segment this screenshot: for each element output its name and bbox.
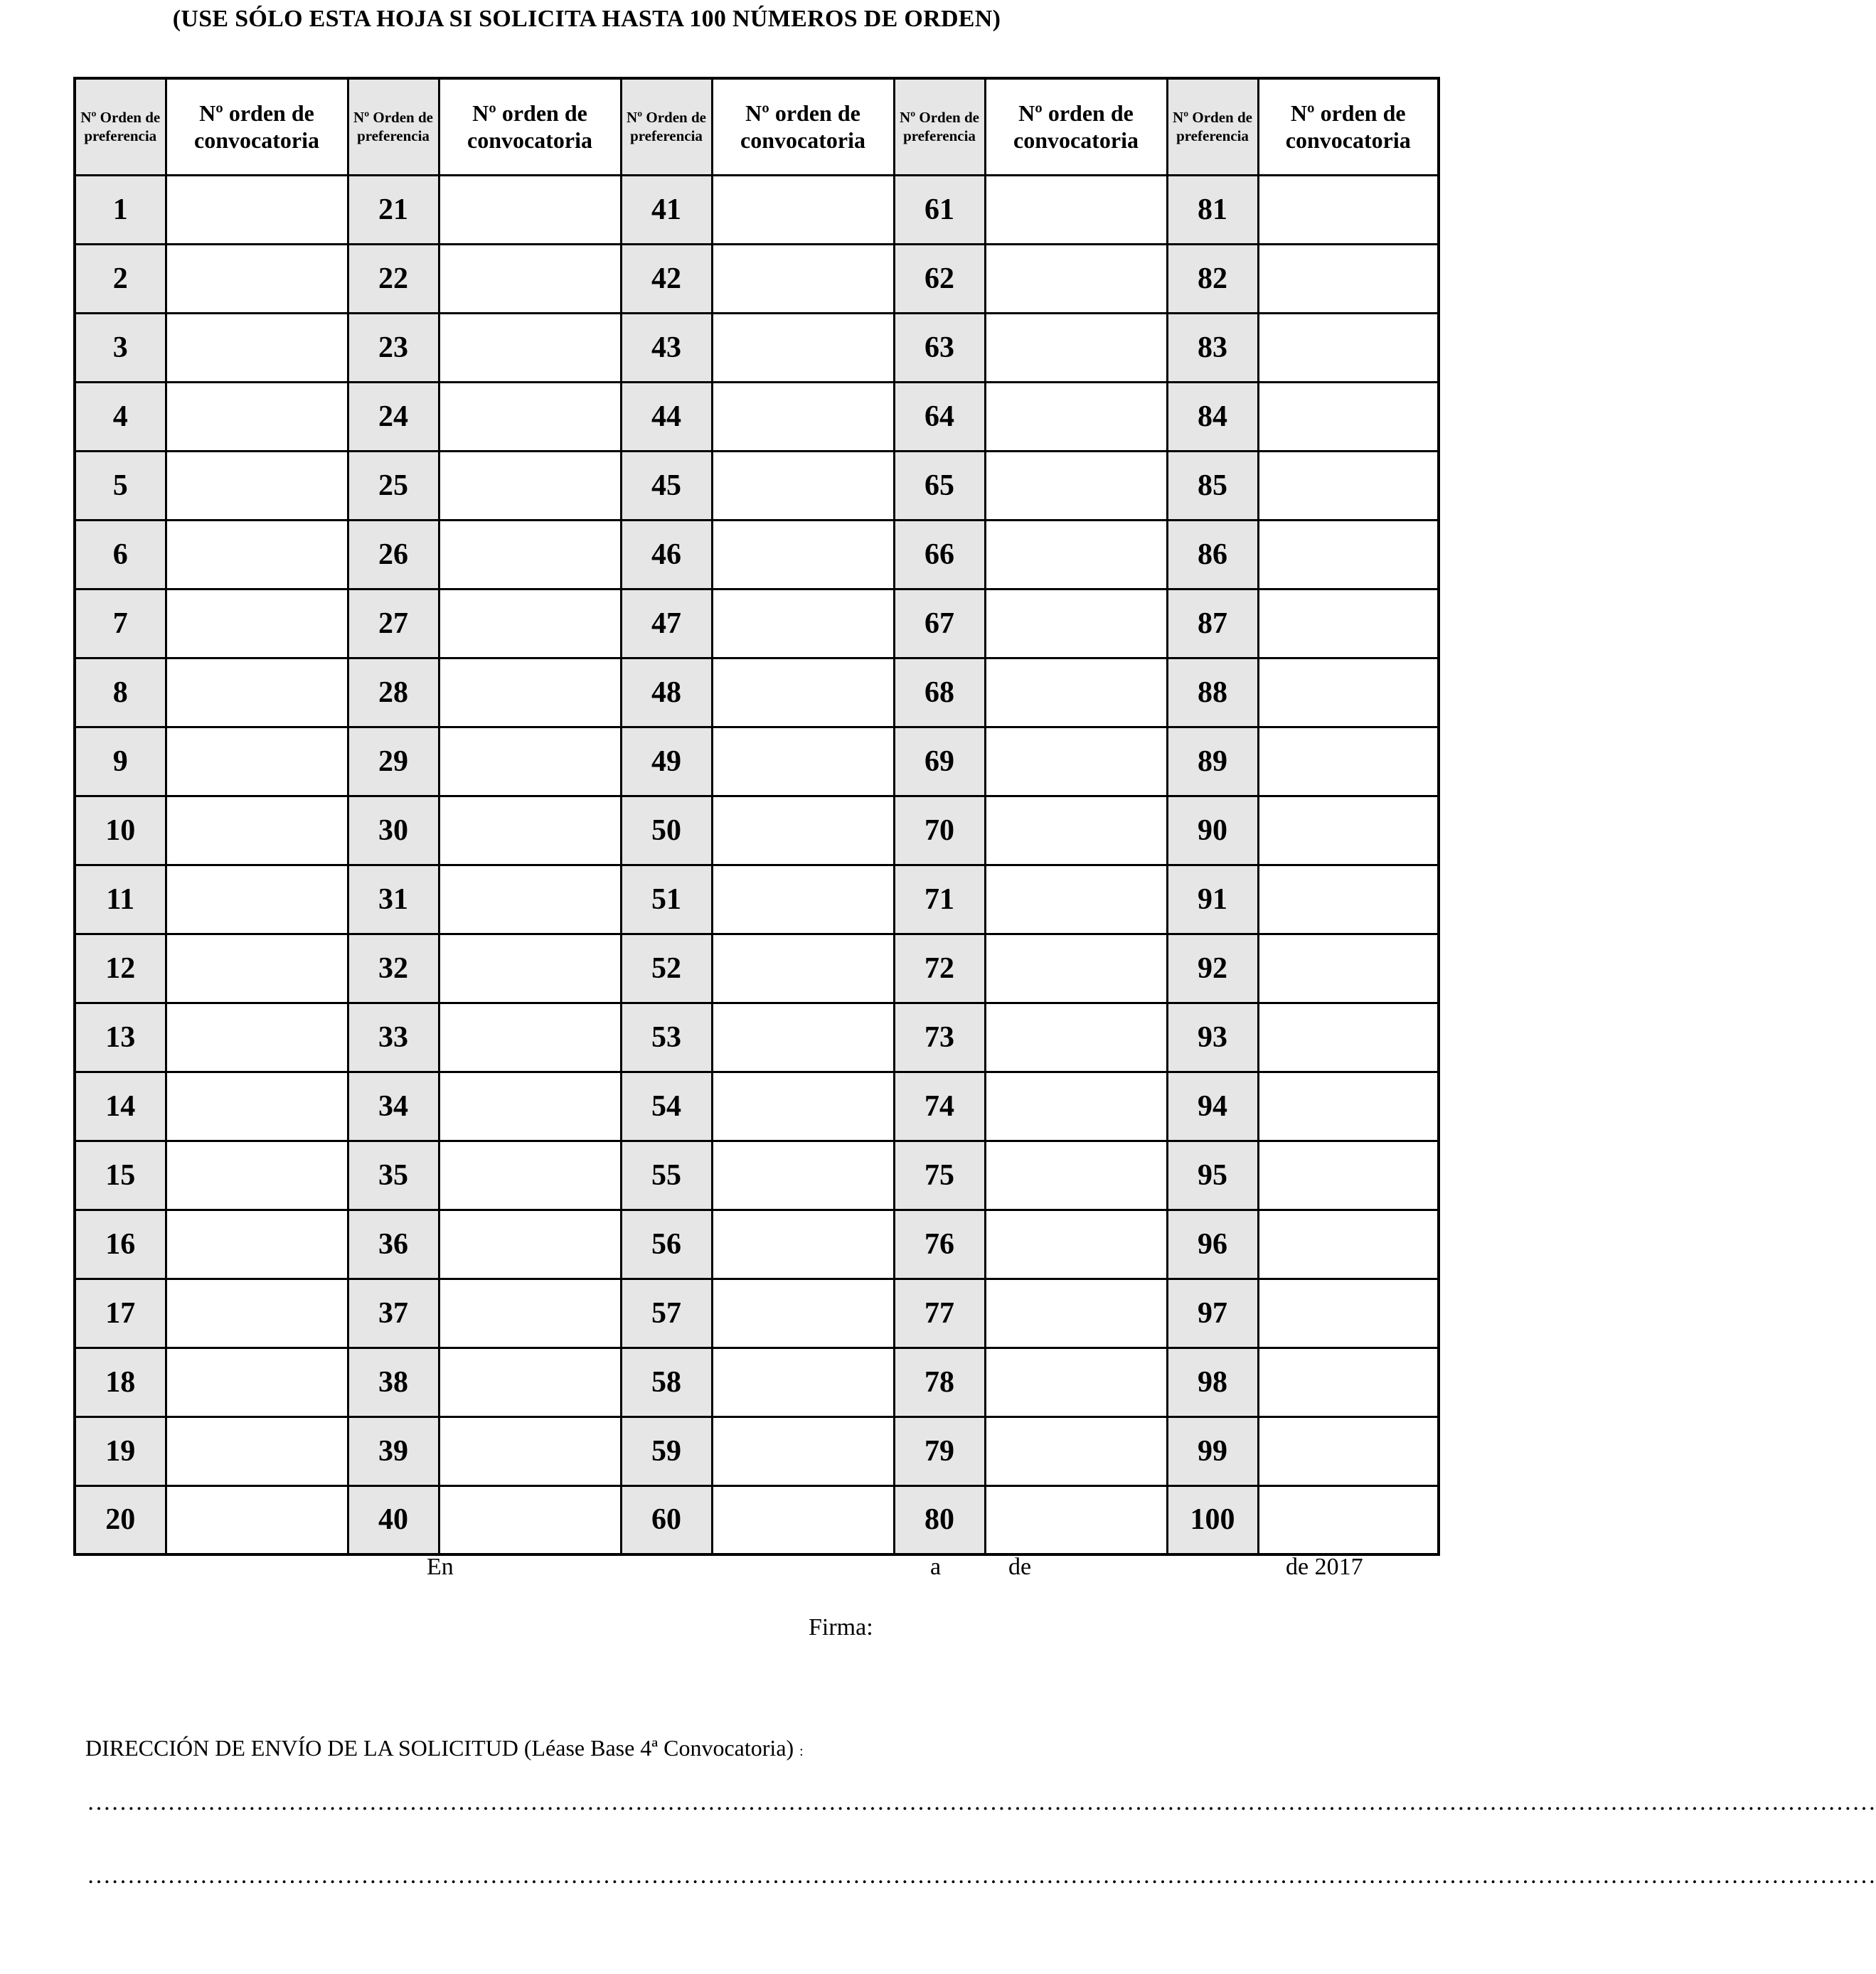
table-row (75, 796, 1439, 865)
convocatoria-entry-cell[interactable] (439, 175, 621, 244)
preference-number: 90 (1167, 796, 1258, 865)
preference-number: 15 (75, 1141, 166, 1210)
convocatoria-entry-cell[interactable] (166, 1348, 348, 1417)
preference-number: 8 (75, 658, 166, 727)
preference-number: 48 (621, 658, 712, 727)
preference-number: 1 (75, 175, 166, 244)
preference-number: 36 (348, 1210, 439, 1279)
preference-number: 91 (1167, 865, 1258, 934)
preference-number: 72 (894, 934, 985, 1003)
address-label-colon: : (799, 1744, 804, 1759)
preference-number: 30 (348, 796, 439, 865)
table-header-row (75, 78, 1439, 175)
preference-number: 9 (75, 727, 166, 796)
preference-number: 55 (621, 1141, 712, 1210)
preference-number: 85 (1167, 451, 1258, 520)
preference-number: 50 (621, 796, 712, 865)
preference-number: 28 (348, 658, 439, 727)
preference-number: 70 (894, 796, 985, 865)
convocatoria-entry-cell[interactable] (1258, 382, 1439, 451)
preference-number: 19 (75, 1417, 166, 1485)
convocatoria-entry-cell[interactable] (712, 382, 894, 451)
convocatoria-entry-cell[interactable] (712, 520, 894, 589)
header-convocatoria: Nº orden de convocatoria (1258, 78, 1439, 175)
table-row (75, 1417, 1439, 1485)
address-line-1[interactable]: …………………………………………………………………………………………………………………………………………………………………………………………………… (87, 1789, 1876, 1815)
preference-number: 31 (348, 865, 439, 934)
convocatoria-entry-cell[interactable] (985, 520, 1167, 589)
year-label: de 2017 (1286, 1554, 1363, 1580)
preference-number: 71 (894, 865, 985, 934)
table-row (75, 1003, 1439, 1072)
preference-number: 53 (621, 1003, 712, 1072)
convocatoria-entry-cell[interactable] (439, 1417, 621, 1485)
convocatoria-entry-cell[interactable] (439, 727, 621, 796)
header-convocatoria: Nº orden de convocatoria (712, 78, 894, 175)
preference-number: 88 (1167, 658, 1258, 727)
preference-number: 38 (348, 1348, 439, 1417)
preference-number: 100 (1167, 1485, 1258, 1554)
table-row (75, 589, 1439, 658)
preference-number: 57 (621, 1279, 712, 1348)
preference-number: 21 (348, 175, 439, 244)
preference-number: 87 (1167, 589, 1258, 658)
preference-number: 58 (621, 1348, 712, 1417)
convocatoria-entry-cell[interactable] (712, 1141, 894, 1210)
header-preference: Nº Orden de preferencia (894, 78, 985, 175)
header-convocatoria: Nº orden de convocatoria (439, 78, 621, 175)
convocatoria-entry-cell[interactable] (1258, 658, 1439, 727)
preference-number: 14 (75, 1072, 166, 1141)
convocatoria-entry-cell[interactable] (166, 1485, 348, 1554)
table-row (75, 244, 1439, 313)
preference-number: 95 (1167, 1141, 1258, 1210)
header-convocatoria: Nº orden de convocatoria (166, 78, 348, 175)
preference-number: 17 (75, 1279, 166, 1348)
convocatoria-entry-cell[interactable] (439, 1485, 621, 1554)
convocatoria-entry-cell[interactable] (1258, 934, 1439, 1003)
convocatoria-entry-cell[interactable] (1258, 589, 1439, 658)
convocatoria-entry-cell[interactable] (166, 934, 348, 1003)
convocatoria-entry-cell[interactable] (439, 658, 621, 727)
convocatoria-entry-cell[interactable] (439, 589, 621, 658)
place-label: En (427, 1554, 454, 1580)
convocatoria-entry-cell[interactable] (1258, 313, 1439, 382)
header-preference: Nº Orden de preferencia (1167, 78, 1258, 175)
convocatoria-entry-cell[interactable] (1258, 1417, 1439, 1485)
preference-number: 76 (894, 1210, 985, 1279)
table-row (75, 1485, 1439, 1554)
preference-number: 5 (75, 451, 166, 520)
preference-number: 64 (894, 382, 985, 451)
convocatoria-entry-cell[interactable] (439, 313, 621, 382)
convocatoria-entry-cell[interactable] (166, 175, 348, 244)
preference-number: 45 (621, 451, 712, 520)
table-row (75, 1279, 1439, 1348)
preference-number: 11 (75, 865, 166, 934)
table-row (75, 175, 1439, 244)
convocatoria-entry-cell[interactable] (166, 727, 348, 796)
preference-number: 29 (348, 727, 439, 796)
convocatoria-entry-cell[interactable] (1258, 520, 1439, 589)
table-row (75, 382, 1439, 451)
table-row (75, 451, 1439, 520)
convocatoria-entry-cell[interactable] (166, 1210, 348, 1279)
header-preference: Nº Orden de preferencia (75, 78, 166, 175)
preference-number: 79 (894, 1417, 985, 1485)
month-label: de (1008, 1554, 1032, 1580)
preference-number: 98 (1167, 1348, 1258, 1417)
header-preference: Nº Orden de preferencia (621, 78, 712, 175)
convocatoria-entry-cell[interactable] (712, 934, 894, 1003)
convocatoria-entry-cell[interactable] (985, 175, 1167, 244)
preference-number: 56 (621, 1210, 712, 1279)
convocatoria-entry-cell[interactable] (985, 1279, 1167, 1348)
convocatoria-entry-cell[interactable] (712, 1348, 894, 1417)
preference-number: 27 (348, 589, 439, 658)
preference-number: 54 (621, 1072, 712, 1141)
convocatoria-entry-cell[interactable] (166, 382, 348, 451)
preference-number: 94 (1167, 1072, 1258, 1141)
preference-number: 13 (75, 1003, 166, 1072)
preference-number: 78 (894, 1348, 985, 1417)
convocatoria-entry-cell[interactable] (439, 451, 621, 520)
convocatoria-entry-cell[interactable] (985, 1003, 1167, 1072)
convocatoria-entry-cell[interactable] (166, 658, 348, 727)
preference-number: 16 (75, 1210, 166, 1279)
convocatoria-entry-cell[interactable] (985, 865, 1167, 934)
preference-number: 39 (348, 1417, 439, 1485)
convocatoria-entry-cell[interactable] (166, 1141, 348, 1210)
preference-number: 34 (348, 1072, 439, 1141)
preference-number: 84 (1167, 382, 1258, 451)
convocatoria-entry-cell[interactable] (1258, 1003, 1439, 1072)
convocatoria-entry-cell[interactable] (712, 589, 894, 658)
convocatoria-entry-cell[interactable] (166, 451, 348, 520)
preference-number: 20 (75, 1485, 166, 1554)
preference-number: 96 (1167, 1210, 1258, 1279)
convocatoria-entry-cell[interactable] (439, 1210, 621, 1279)
preference-number: 12 (75, 934, 166, 1003)
table-row (75, 1141, 1439, 1210)
preference-number: 51 (621, 865, 712, 934)
preference-number: 65 (894, 451, 985, 520)
convocatoria-entry-cell[interactable] (985, 1072, 1167, 1141)
preference-number: 47 (621, 589, 712, 658)
table-row (75, 1210, 1439, 1279)
preference-number: 75 (894, 1141, 985, 1210)
preference-number: 22 (348, 244, 439, 313)
convocatoria-entry-cell[interactable] (985, 934, 1167, 1003)
table-row (75, 520, 1439, 589)
preference-number: 7 (75, 589, 166, 658)
convocatoria-entry-cell[interactable] (712, 1003, 894, 1072)
preference-number: 63 (894, 313, 985, 382)
convocatoria-entry-cell[interactable] (166, 313, 348, 382)
convocatoria-entry-cell[interactable] (1258, 1279, 1439, 1348)
preference-number: 92 (1167, 934, 1258, 1003)
convocatoria-entry-cell[interactable] (166, 1003, 348, 1072)
preference-number: 99 (1167, 1417, 1258, 1485)
table-row (75, 727, 1439, 796)
preference-number: 6 (75, 520, 166, 589)
convocatoria-entry-cell[interactable] (1258, 244, 1439, 313)
address-label (85, 1735, 804, 1761)
convocatoria-entry-cell[interactable] (712, 727, 894, 796)
convocatoria-entry-cell[interactable] (1258, 175, 1439, 244)
convocatoria-entry-cell[interactable] (712, 1072, 894, 1141)
convocatoria-entry-cell[interactable] (712, 244, 894, 313)
order-number-table (73, 77, 1440, 1556)
convocatoria-entry-cell[interactable] (985, 451, 1167, 520)
preference-number: 42 (621, 244, 712, 313)
convocatoria-entry-cell[interactable] (985, 727, 1167, 796)
signature-label: Firma: (809, 1614, 873, 1640)
preference-number: 77 (894, 1279, 985, 1348)
preference-number: 68 (894, 658, 985, 727)
table-row (75, 934, 1439, 1003)
address-line-2[interactable]: …………………………………………………………………………………………………………………………………………………………………………………………………… (87, 1862, 1876, 1889)
convocatoria-entry-cell[interactable] (985, 382, 1167, 451)
preference-number: 62 (894, 244, 985, 313)
convocatoria-entry-cell[interactable] (166, 520, 348, 589)
convocatoria-entry-cell[interactable] (712, 658, 894, 727)
preference-number: 83 (1167, 313, 1258, 382)
convocatoria-entry-cell[interactable] (985, 1485, 1167, 1554)
convocatoria-entry-cell[interactable] (985, 244, 1167, 313)
table-row (75, 865, 1439, 934)
convocatoria-entry-cell[interactable] (712, 865, 894, 934)
convocatoria-entry-cell[interactable] (166, 796, 348, 865)
convocatoria-entry-cell[interactable] (712, 451, 894, 520)
convocatoria-entry-cell[interactable] (1258, 1072, 1439, 1141)
preference-number: 81 (1167, 175, 1258, 244)
day-label: a (930, 1554, 942, 1580)
convocatoria-entry-cell[interactable] (985, 1210, 1167, 1279)
preference-number: 18 (75, 1348, 166, 1417)
preference-number: 52 (621, 934, 712, 1003)
preference-number: 59 (621, 1417, 712, 1485)
table-row (75, 1348, 1439, 1417)
convocatoria-entry-cell[interactable] (439, 934, 621, 1003)
preference-number: 25 (348, 451, 439, 520)
preference-number: 93 (1167, 1003, 1258, 1072)
convocatoria-entry-cell[interactable] (439, 1003, 621, 1072)
convocatoria-entry-cell[interactable] (712, 1279, 894, 1348)
preference-number: 61 (894, 175, 985, 244)
preference-number: 40 (348, 1485, 439, 1554)
convocatoria-entry-cell[interactable] (439, 1348, 621, 1417)
convocatoria-entry-cell[interactable] (166, 589, 348, 658)
preference-number: 66 (894, 520, 985, 589)
table-row (75, 313, 1439, 382)
convocatoria-entry-cell[interactable] (985, 1417, 1167, 1485)
preference-number: 2 (75, 244, 166, 313)
preference-number: 49 (621, 727, 712, 796)
convocatoria-entry-cell[interactable] (1258, 1485, 1439, 1554)
convocatoria-entry-cell[interactable] (712, 1210, 894, 1279)
convocatoria-entry-cell[interactable] (439, 796, 621, 865)
convocatoria-entry-cell[interactable] (1258, 865, 1439, 934)
preference-number: 89 (1167, 727, 1258, 796)
preference-number: 33 (348, 1003, 439, 1072)
address-label-text: DIRECCIÓN DE ENVÍO DE LA SOLICITUD (Léase Base 4ª Convocatoria) (85, 1735, 794, 1761)
convocatoria-entry-cell[interactable] (985, 658, 1167, 727)
convocatoria-entry-cell[interactable] (439, 1279, 621, 1348)
convocatoria-entry-cell[interactable] (712, 1417, 894, 1485)
convocatoria-entry-cell[interactable] (1258, 796, 1439, 865)
convocatoria-entry-cell[interactable] (1258, 727, 1439, 796)
table-row (75, 1072, 1439, 1141)
page-title: (USE SÓLO ESTA HOJA SI SOLICITA HASTA 100 NÚMEROS DE ORDEN) (172, 6, 1001, 32)
header-convocatoria: Nº orden de convocatoria (985, 78, 1167, 175)
convocatoria-entry-cell[interactable] (712, 796, 894, 865)
preference-number: 44 (621, 382, 712, 451)
preference-number: 37 (348, 1279, 439, 1348)
preference-number: 74 (894, 1072, 985, 1141)
convocatoria-entry-cell[interactable] (985, 796, 1167, 865)
convocatoria-entry-cell[interactable] (439, 244, 621, 313)
preference-number: 86 (1167, 520, 1258, 589)
convocatoria-entry-cell[interactable] (985, 313, 1167, 382)
preference-number: 80 (894, 1485, 985, 1554)
preference-number: 26 (348, 520, 439, 589)
convocatoria-entry-cell[interactable] (166, 865, 348, 934)
convocatoria-entry-cell[interactable] (166, 1072, 348, 1141)
convocatoria-entry-cell[interactable] (712, 175, 894, 244)
convocatoria-entry-cell[interactable] (1258, 451, 1439, 520)
convocatoria-entry-cell[interactable] (439, 520, 621, 589)
convocatoria-entry-cell[interactable] (166, 1279, 348, 1348)
convocatoria-entry-cell[interactable] (166, 1417, 348, 1485)
convocatoria-entry-cell[interactable] (1258, 1141, 1439, 1210)
header-preference: Nº Orden de preferencia (348, 78, 439, 175)
preference-number: 97 (1167, 1279, 1258, 1348)
convocatoria-entry-cell[interactable] (712, 1485, 894, 1554)
convocatoria-entry-cell[interactable] (439, 865, 621, 934)
preference-number: 24 (348, 382, 439, 451)
preference-number: 82 (1167, 244, 1258, 313)
convocatoria-entry-cell[interactable] (1258, 1348, 1439, 1417)
convocatoria-entry-cell[interactable] (712, 313, 894, 382)
convocatoria-entry-cell[interactable] (985, 589, 1167, 658)
preference-number: 23 (348, 313, 439, 382)
preference-number: 67 (894, 589, 985, 658)
preference-number: 4 (75, 382, 166, 451)
convocatoria-entry-cell[interactable] (166, 244, 348, 313)
preference-number: 41 (621, 175, 712, 244)
preference-number: 69 (894, 727, 985, 796)
preference-number: 60 (621, 1485, 712, 1554)
convocatoria-entry-cell[interactable] (1258, 1210, 1439, 1279)
convocatoria-entry-cell[interactable] (985, 1348, 1167, 1417)
preference-number: 73 (894, 1003, 985, 1072)
convocatoria-entry-cell[interactable] (439, 1072, 621, 1141)
preference-number: 32 (348, 934, 439, 1003)
preference-number: 10 (75, 796, 166, 865)
preference-number: 3 (75, 313, 166, 382)
convocatoria-entry-cell[interactable] (439, 382, 621, 451)
preference-number: 35 (348, 1141, 439, 1210)
table-row (75, 658, 1439, 727)
preference-number: 46 (621, 520, 712, 589)
convocatoria-entry-cell[interactable] (985, 1141, 1167, 1210)
convocatoria-entry-cell[interactable] (439, 1141, 621, 1210)
preference-number: 43 (621, 313, 712, 382)
